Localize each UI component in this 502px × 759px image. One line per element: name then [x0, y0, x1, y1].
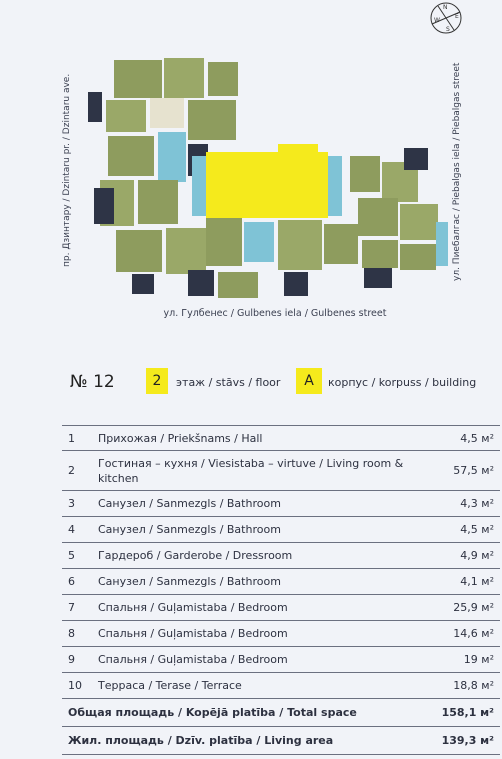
room-name: Санузел / Sanmezgls / Bathroom: [98, 497, 281, 510]
street-label-bottom: ул. Гулбенес / Gulbenes iela / Gulbenes street: [163, 308, 387, 319]
table-row: [62, 647, 500, 673]
room-number: 7: [68, 601, 75, 614]
apartment-number: № 12: [70, 372, 115, 392]
floor-plan: [88, 52, 448, 302]
room-number: 6: [68, 575, 75, 588]
room-number: 9: [68, 653, 75, 666]
room-area: 4,1 м²: [460, 575, 494, 588]
table-row: [62, 491, 500, 517]
room-area: 14,6 м²: [453, 627, 494, 640]
room-number: 5: [68, 549, 75, 562]
room-area: 57,5 м²: [453, 464, 494, 477]
street-label-right: ул. Пиебалгас / Piebalgas iela / Piebalgas street: [452, 62, 462, 282]
room-area: 18,8 м²: [453, 679, 494, 692]
table-row: [62, 425, 500, 451]
room-name: Спальня / Guļamistaba / Bedroom: [98, 653, 288, 666]
room-name: Санузел / Sanmezgls / Bathroom: [98, 575, 281, 588]
table-row: [62, 451, 500, 491]
room-name: Прихожая / Priekšnams / Hall: [98, 431, 263, 445]
table-row: [62, 569, 500, 595]
room-number: 2: [68, 464, 75, 477]
rooms-table: [62, 425, 500, 755]
compass-e: E: [455, 13, 459, 20]
room-number: 8: [68, 627, 75, 640]
table-row: [62, 673, 500, 699]
room-name: Спальня / Guļamistaba / Bedroom: [98, 601, 288, 614]
plan-center: [188, 144, 358, 298]
room-number: 1: [68, 431, 75, 445]
room-area: 4,5 м²: [460, 523, 494, 536]
floor-badge: 2: [146, 368, 168, 394]
living-area-value: 139,3 м²: [441, 734, 494, 747]
room-name: Гардероб / Garderobe / Dressroom: [98, 549, 293, 562]
room-number: 4: [68, 523, 75, 536]
compass-s: S: [446, 26, 450, 33]
table-row: [62, 595, 500, 621]
room-name: Гостиная – кухня / Viesistaba – virtuve / Living room & kitchen: [98, 456, 404, 485]
compass-icon: [424, 0, 468, 40]
total-area-label: Общая площадь / Kopējā platība / Total space: [68, 706, 357, 719]
living-area-label: Жил. площадь / Dzīv. platība / Living area: [68, 734, 334, 747]
room-area: 19 м²: [463, 653, 494, 666]
room-number: 10: [68, 679, 82, 692]
floor-label: этаж / stāvs / floor: [176, 376, 281, 389]
table-row: [62, 543, 500, 569]
table-row: [62, 621, 500, 647]
apartment-header: [70, 368, 480, 402]
compass-n: N: [443, 4, 448, 11]
room-area: 4,3 м²: [460, 497, 494, 510]
total-area-row: [62, 699, 500, 727]
street-label-left: пр. Дзинтару / Dzintaru pr. / Dzintaru ave.: [62, 73, 72, 267]
building-label: корпус / korpuss / building: [328, 376, 477, 389]
table-row: [62, 517, 500, 543]
building-badge: A: [296, 368, 322, 394]
room-name: Санузел / Sanmezgls / Bathroom: [98, 523, 281, 536]
compass-w: W: [434, 17, 440, 24]
room-area: 4,5 м²: [460, 431, 494, 445]
room-area: 4,9 м²: [460, 549, 494, 562]
plan-right-wing: [350, 148, 448, 288]
room-name: Терраса / Terase / Terrace: [98, 679, 242, 692]
living-area-row: [62, 727, 500, 755]
total-area-value: 158,1 м²: [441, 706, 494, 719]
room-area: 25,9 м²: [453, 601, 494, 614]
room-name: Спальня / Guļamistaba / Bedroom: [98, 627, 288, 640]
room-number: 3: [68, 497, 75, 510]
